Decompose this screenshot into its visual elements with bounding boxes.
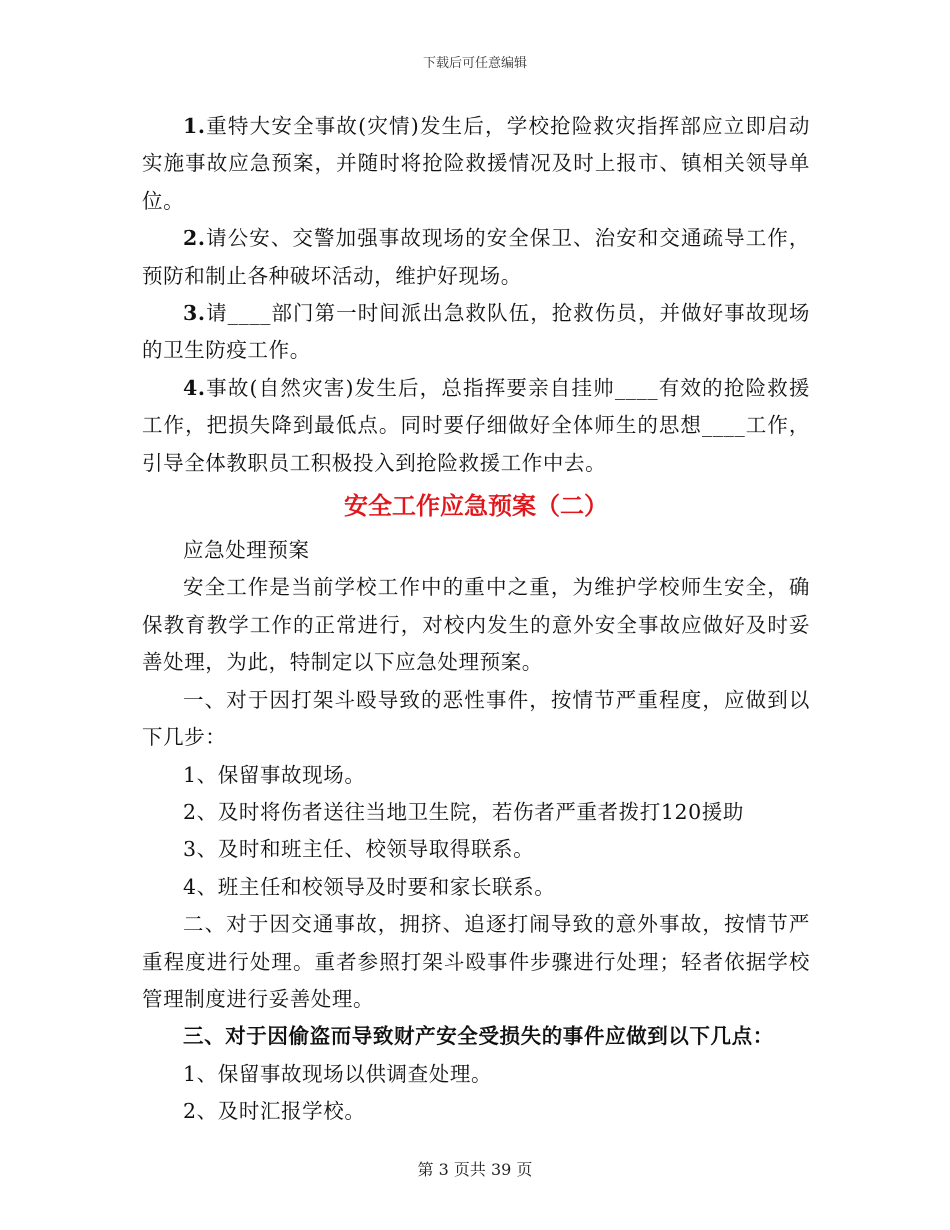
item-number: 4. xyxy=(183,375,206,400)
paragraph-14: 1、保留事故现场以供调查处理。 xyxy=(183,1061,493,1086)
paragraph-4 xyxy=(142,370,810,482)
paragraph-7: 一、对于因打架斗殴导致的恶性事件，按情节严重程度，应做到以下几步： xyxy=(142,687,810,750)
paragraph-12: 二、对于因交通事故，拥挤、追逐打闹导致的意外事故，按情节严重程度进行处理。重者参照打架斗殴事件步骤进行处理；轻者依据学校管理制度进行妥善处理。 xyxy=(142,912,810,1011)
paragraph-6: 安全工作是当前学校工作中的重中之重，为维护学校师生安全，确保教育教学工作的正常进行，对校内发生的意外安全事故应做好及时妥善处理，为此，特制定以下应急处理预案。 xyxy=(142,575,810,675)
paragraph-3 xyxy=(142,295,810,370)
paragraph-text: 请公安、交警加强事故现场的安全保卫、治安和交通疏导工作，预防和制止各种破坏活动，维护好现场。 xyxy=(142,226,810,288)
paragraph-11: 4、班主任和校领导及时要和家长联系。 xyxy=(183,874,556,899)
paragraph-text: 事故(自然灾害)发生后，总指挥要亲自挂帅____有效的抢险救援工作，把损失降到最低点。同时要仔细做好全体师生的思想____工作，引导全体教职员工积极投入到抢险救援工作中去。 xyxy=(142,375,810,475)
paragraph-text: 重特大安全事故(灾情)发生后，学校抢险救灾指挥部应立即启动实施事故应急预案，并随时将抢险救援情况及时上报市、镇相关领导单位。 xyxy=(142,114,810,213)
document-body xyxy=(142,108,810,1131)
item-number: 2. xyxy=(183,226,206,251)
paragraph-10: 3、及时和班主任、校领导取得联系。 xyxy=(183,837,535,862)
paragraph-9: 2、及时将伤者送往当地卫生院，若伤者严重者拨打120援助 xyxy=(183,799,744,824)
paragraph-2 xyxy=(142,220,810,295)
paragraph-8: 1、保留事故现场。 xyxy=(183,762,366,787)
page-header: 下载后可任意编辑 xyxy=(422,56,527,71)
page-footer: 第 3 页共 39 页 xyxy=(417,1160,533,1179)
section-title: 安全工作应急预案（二） xyxy=(344,491,608,521)
paragraph-5: 应急处理预案 xyxy=(183,538,310,563)
paragraph-text: 请____部门第一时间派出急救队伍，抢救伤员，并做好事故现场的卫生防疫工作。 xyxy=(142,301,810,363)
paragraph-15: 2、及时汇报学校。 xyxy=(183,1099,366,1124)
paragraph-13: 三、对于因偷盗而导致财产安全受损失的事件应做到以下几点： xyxy=(183,1024,774,1049)
item-number: 1. xyxy=(183,114,206,138)
item-number: 3. xyxy=(183,301,206,326)
paragraph-1 xyxy=(142,108,810,220)
